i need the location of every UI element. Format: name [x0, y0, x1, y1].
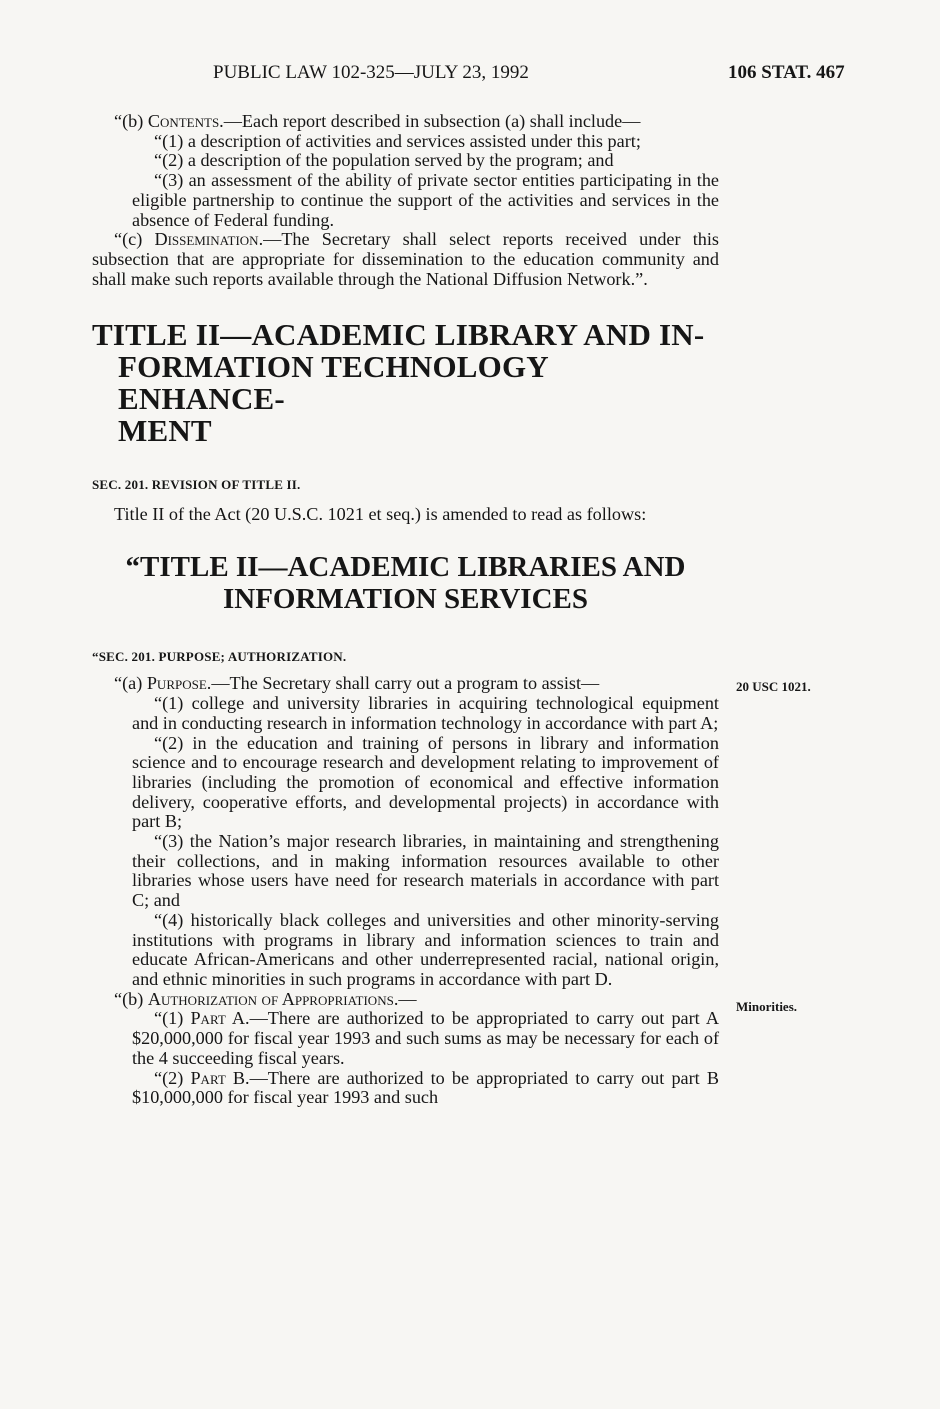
- new-title-ii-heading: “TITLE II—ACADEMIC LIBRARIES AND INFORMATION SERVICES: [125, 550, 686, 615]
- authorization-paragraph: “(b) Authorization of Appropriations.—: [114, 988, 417, 1009]
- stat-page-number: 106 STAT. 467: [728, 62, 845, 83]
- contents-label: Contents.: [147, 111, 224, 131]
- authorization-label: Authorization of Appropriations.: [147, 988, 399, 1009]
- minorities-margin-note: Minorities.: [736, 999, 798, 1014]
- purpose-item-1: “(1) college and university libraries in acquiring technological equipment and in conducting research in information technology in accordance with part A;: [132, 693, 719, 733]
- page-header: [0, 62, 940, 86]
- purpose-section-heading: “SEC. 201. PURPOSE; AUTHORIZATION.: [92, 648, 347, 664]
- contents-item-3: “(3) an assessment of the ability of private sector entities participating in the eligible partnership to continue the support of the activities and services in the absence of Federal funding.: [132, 170, 719, 230]
- purpose-item-3: “(3) the Nation’s major research libraries, in maintaining and strengthening their collections, and in making information resources available to other libraries whose users have need for research materials in accordance with part C; and: [132, 831, 719, 911]
- contents-paragraph: “(b) Contents.—Each report described in subsection (a) shall include—: [114, 111, 641, 131]
- section-201-text: Title II of the Act (20 U.S.C. 1021 et seq.) is amended to read as follows:: [114, 504, 647, 525]
- title-ii-heading: TITLE II—ACADEMIC LIBRARY AND IN- FORMATION TECHNOLOGY ENHANCE- MENT: [92, 317, 705, 449]
- part-a-label: Part A.: [190, 1008, 250, 1029]
- law-citation: PUBLIC LAW 102-325—JULY 23, 1992: [213, 62, 529, 83]
- contents-item-1: “(1) a description of activities and services assisted under this part;: [154, 130, 641, 151]
- dissemination-label: Dissemination.: [154, 229, 264, 250]
- part-b-label: Part B.: [190, 1067, 250, 1088]
- purpose-label: Purpose.: [146, 673, 212, 694]
- purpose-item-4: “(4) historically black colleges and universities and other minority-serving institutions with programs in library and information sciences to train and educate African-Americans and other underrepresented racial, national origin, and ethnic minorities in such programs in accordance with part D.: [132, 909, 719, 989]
- purpose-paragraph: “(a) Purpose.—The Secretary shall carry out a program to assist—: [114, 673, 600, 694]
- document-body: [92, 112, 719, 1108]
- part-b-paragraph: “(2) Part B.—There are authorized to be appropriated to carry out part B $10,000,000 for fiscal year 1993 and such: [132, 1067, 720, 1108]
- part-a-paragraph: “(1) Part A.—There are authorized to be appropriated to carry out part A $20,000,000 for fiscal year 1993 and such sums as may be necessary for each of the 4 succeeding fiscal years.: [132, 1008, 720, 1068]
- dissemination-paragraph: “(c) Dissemination.—The Secretary shall select reports received under this subsection that are appropriate for dissemination to the education community and shall make such reports available through the National Diffusion Network.”.: [92, 229, 719, 289]
- section-201-heading: SEC. 201. REVISION OF TITLE II.: [92, 477, 301, 493]
- usc-margin-note: 20 USC 1021.: [736, 679, 811, 694]
- purpose-item-2: “(2) in the education and training of persons in library and information science and to encourage research and development relating to improvement of libraries (including the promotion of economical and effective information delivery, cooperative efforts, and developmental projects) in accordance with part B;: [132, 732, 719, 832]
- contents-item-2: “(2) a description of the population served by the program; and: [154, 150, 614, 171]
